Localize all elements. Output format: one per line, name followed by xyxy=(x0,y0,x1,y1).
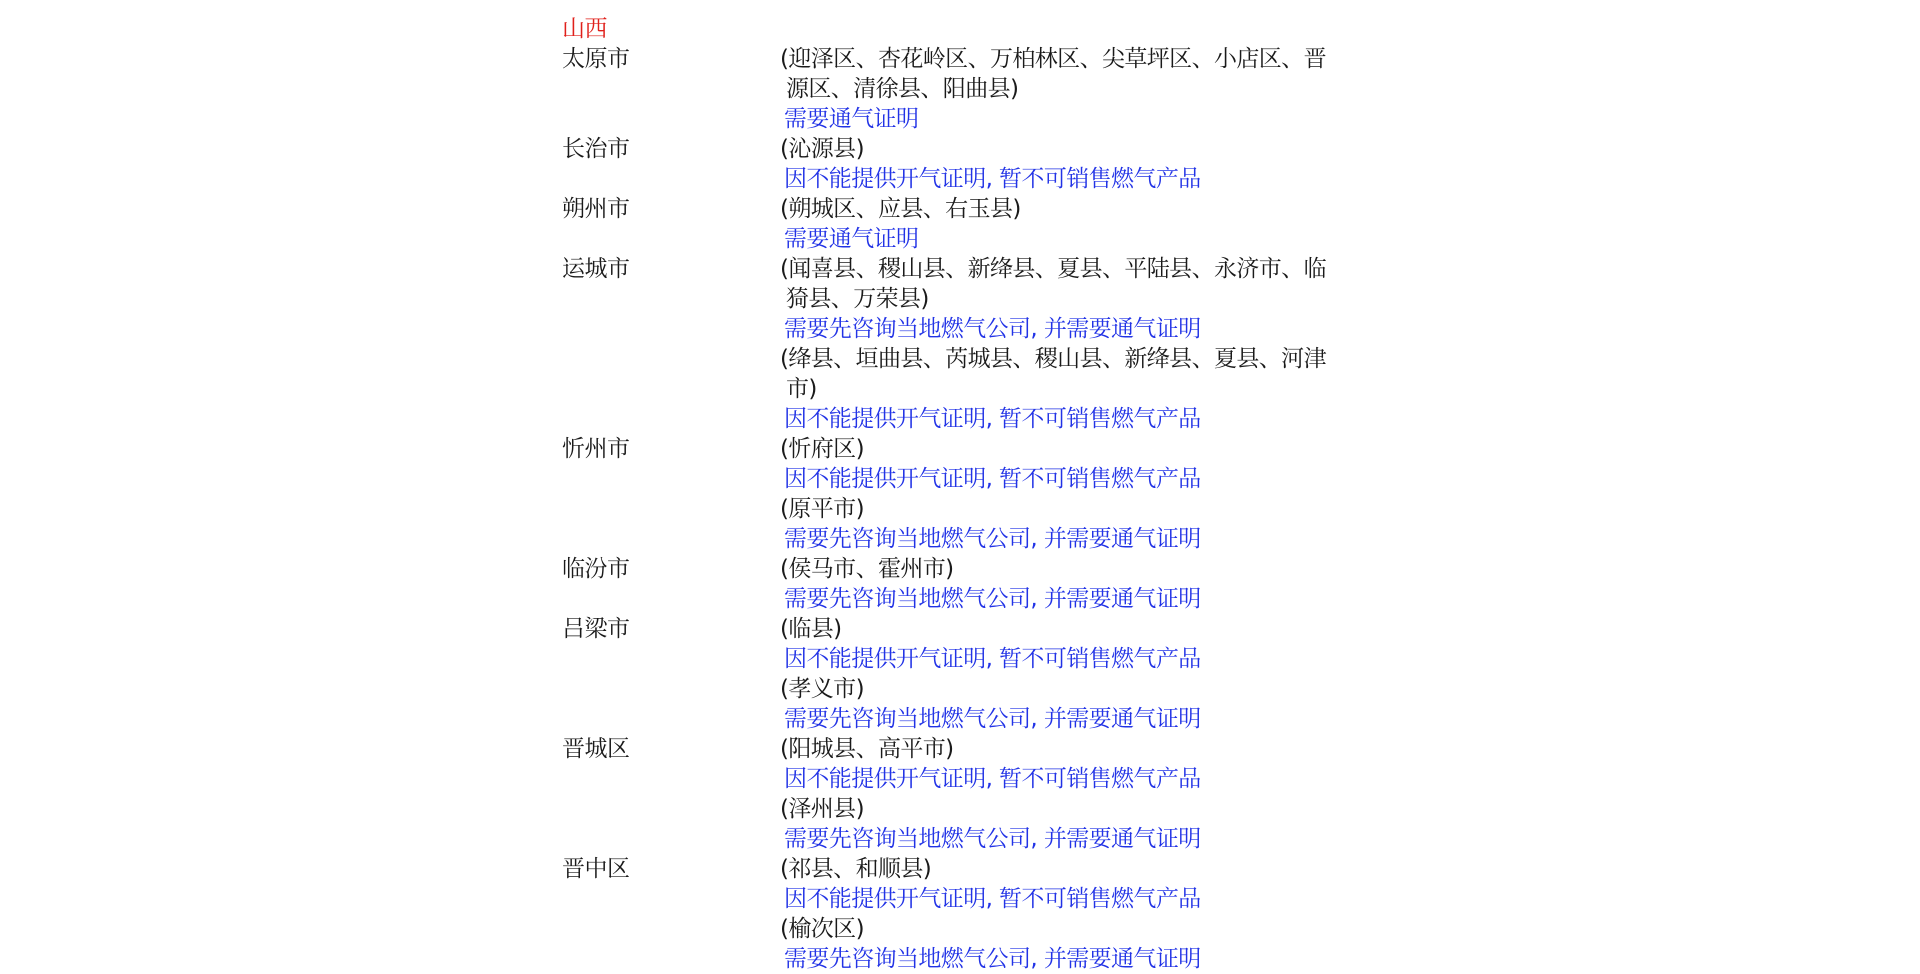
city-entries xyxy=(780,134,1362,194)
city-row xyxy=(562,434,1362,554)
area-list: (忻府区) xyxy=(780,436,864,462)
city-row xyxy=(562,614,1362,734)
requirement-note: 需要先咨询当地燃气公司, 并需要通气证明 xyxy=(784,316,1201,342)
city-row xyxy=(562,44,1362,134)
city-list xyxy=(562,44,1362,974)
area-list: (朔城区、应县、右玉县) xyxy=(780,196,1021,222)
requirement-note: 需要先咨询当地燃气公司, 并需要通气证明 xyxy=(784,586,1201,612)
requirement-note: 因不能提供开气证明, 暂不可销售燃气产品 xyxy=(784,406,1201,432)
city-entries xyxy=(780,554,1362,614)
city-entries xyxy=(780,734,1362,854)
requirement-note: 因不能提供开气证明, 暂不可销售燃气产品 xyxy=(784,466,1201,492)
city-row xyxy=(562,554,1362,614)
city-row xyxy=(562,734,1362,854)
city-name: 吕梁市 xyxy=(562,616,630,642)
area-list: (临县) xyxy=(780,616,842,642)
requirement-note: 需要先咨询当地燃气公司, 并需要通气证明 xyxy=(784,946,1201,972)
requirement-note: 需要通气证明 xyxy=(784,106,919,132)
city-row xyxy=(562,254,1362,434)
region-notice-sheet xyxy=(562,14,1362,974)
city-row xyxy=(562,194,1362,254)
area-list: (绛县、垣曲县、芮城县、稷山县、新绛县、夏县、河津市) xyxy=(780,346,1326,402)
city-entries xyxy=(780,44,1362,134)
requirement-note: 因不能提供开气证明, 暂不可销售燃气产品 xyxy=(784,166,1201,192)
area-list: (榆次区) xyxy=(780,916,864,942)
requirement-note: 因不能提供开气证明, 暂不可销售燃气产品 xyxy=(784,886,1201,912)
province-heading: 山西 xyxy=(562,16,607,42)
city-name: 运城市 xyxy=(562,256,630,282)
area-list: (孝义市) xyxy=(780,676,864,702)
city-name: 晋城区 xyxy=(562,736,630,762)
area-list: (阳城县、高平市) xyxy=(780,736,954,762)
area-list: (沁源县) xyxy=(780,136,864,162)
area-list: (侯马市、霍州市) xyxy=(780,556,954,582)
requirement-note: 因不能提供开气证明, 暂不可销售燃气产品 xyxy=(784,646,1201,672)
city-row xyxy=(562,134,1362,194)
area-list: (迎泽区、杏花岭区、万柏林区、尖草坪区、小店区、晋源区、清徐县、阳曲县) xyxy=(780,46,1326,102)
city-entries xyxy=(780,194,1362,254)
requirement-note: 需要先咨询当地燃气公司, 并需要通气证明 xyxy=(784,826,1201,852)
area-list: (闻喜县、稷山县、新绛县、夏县、平陆县、永济市、临猗县、万荣县) xyxy=(780,256,1326,312)
city-entries xyxy=(780,254,1362,434)
area-list: (原平市) xyxy=(780,496,864,522)
requirement-note: 因不能提供开气证明, 暂不可销售燃气产品 xyxy=(784,766,1201,792)
area-list: (祁县、和顺县) xyxy=(780,856,932,882)
city-row xyxy=(562,854,1362,974)
city-entries xyxy=(780,854,1362,974)
requirement-note: 需要通气证明 xyxy=(784,226,919,252)
city-entries xyxy=(780,434,1362,554)
city-name: 晋中区 xyxy=(562,856,630,882)
requirement-note: 需要先咨询当地燃气公司, 并需要通气证明 xyxy=(784,706,1201,732)
city-name: 临汾市 xyxy=(562,556,630,582)
city-name: 长治市 xyxy=(562,136,630,162)
city-name: 朔州市 xyxy=(562,196,630,222)
area-list: (泽州县) xyxy=(780,796,864,822)
requirement-note: 需要先咨询当地燃气公司, 并需要通气证明 xyxy=(784,526,1201,552)
city-name: 太原市 xyxy=(562,46,630,72)
city-name: 忻州市 xyxy=(562,436,630,462)
city-entries xyxy=(780,614,1362,734)
